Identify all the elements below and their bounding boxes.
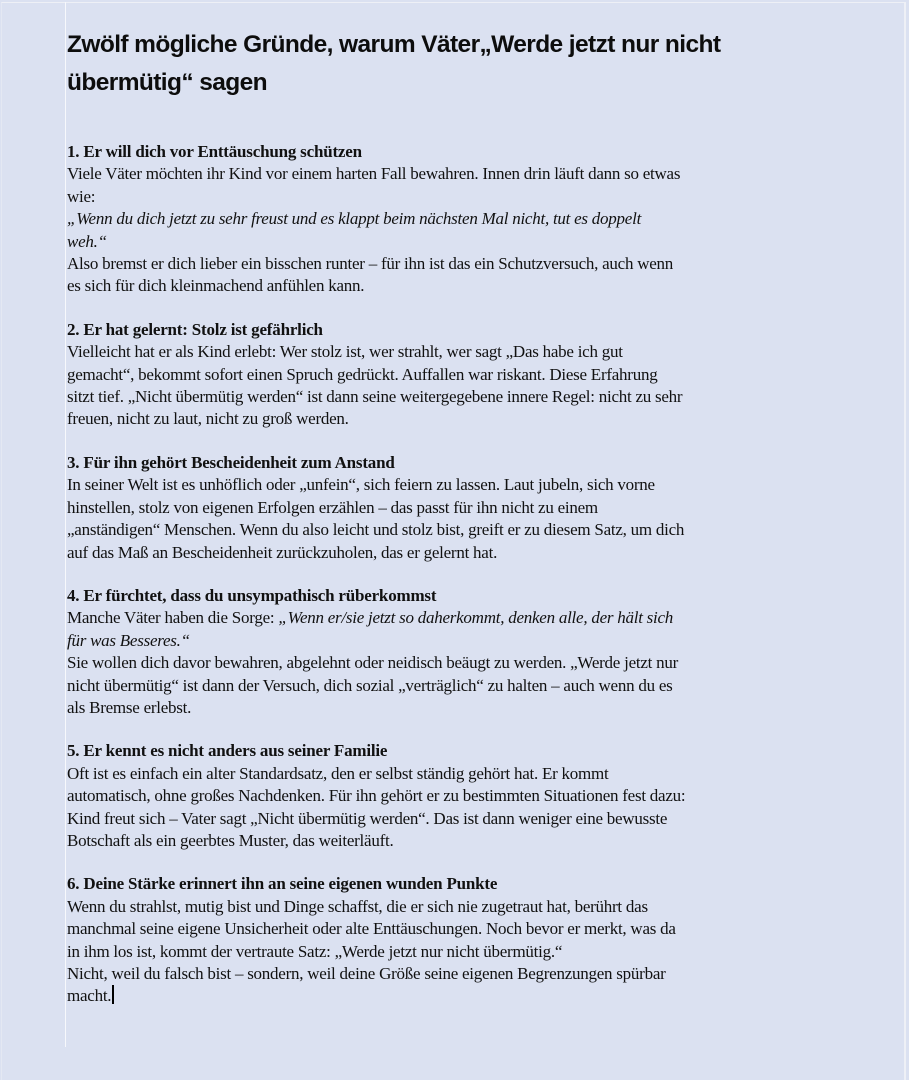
section-1 xyxy=(67,141,867,298)
text-line: in ihm los ist, kommt der vertraute Satz: „Werde jetzt nur nicht übermütig.“ xyxy=(67,941,563,961)
section-heading: 1. Er will dich vor Enttäuschung schützen xyxy=(67,142,362,161)
text-line: sitzt tief. „Nicht übermütig werden“ ist dann seine weitergegebene innere Regel: nicht zu sehr xyxy=(67,387,683,407)
text-line: Sie wollen dich davor bewahren, abgelehnt oder neidisch beäugt zu werden. „Werde jetzt nur xyxy=(67,653,679,673)
text-line: wie: xyxy=(67,186,96,206)
section-5 xyxy=(67,740,867,852)
section-heading: 3. Für ihn gehört Bescheidenheit zum Anstand xyxy=(67,452,395,472)
text-line: „anständigen“ Menschen. Wenn du also leicht und stolz bist, greift er zu diesem Satz, um dich xyxy=(67,520,685,540)
left-margin-line xyxy=(65,2,66,1047)
section-2 xyxy=(67,319,867,431)
text-line: Nicht, weil du falsch bist – sondern, weil deine Größe seine eigenen Begrenzungen spürbar xyxy=(67,964,666,983)
section-heading: 2. Er hat gelernt: Stolz ist gefährlich xyxy=(67,319,323,339)
text-line: gemacht“, bekommt sofort einen Spruch gedrückt. Auffallen war riskant. Diese Erfahrung xyxy=(67,364,658,384)
text-line: Wenn du strahlst, mutig bist und Dinge schaffst, die er sich nie zugetraut hat, berührt das xyxy=(67,896,648,916)
section-paragraph xyxy=(67,474,867,564)
quote-italic: für was Besseres.“ xyxy=(67,630,190,650)
sections-container xyxy=(67,141,867,1008)
section-paragraph xyxy=(67,763,867,853)
quote-italic: „Wenn er/sie jetzt so daherkommt, denken alle, der hält sich xyxy=(278,608,674,628)
text-line: Kind freut sich – Vater sagt „Nicht übermütig werden“. Das ist dann weniger eine bewusste xyxy=(67,808,668,828)
section-paragraph xyxy=(67,341,867,431)
text-line: Manche Väter haben die Sorge: xyxy=(67,608,279,628)
text-line: Also bremst er dich lieber ein bisschen runter – für ihn ist das ein Schutzversuch, auch wenn xyxy=(67,254,674,274)
section-3 xyxy=(67,452,867,564)
text-line: automatisch, ohne großes Nachdenken. Für ihn gehört er zu bestimmten Situationen fest dazu: xyxy=(67,786,686,806)
quote-italic: weh.“ xyxy=(67,231,107,251)
section-paragraph xyxy=(67,607,867,719)
title-line-1: Zwölf mögliche Gründe, warum Väter„Werde jetzt nur nicht xyxy=(67,31,721,58)
text-line: Botschaft als ein geerbtes Muster, das weiterläuft. xyxy=(67,830,394,850)
text-line: als Bremse erlebst. xyxy=(67,697,192,717)
text-line: Vielleicht hat er als Kind erlebt: Wer stolz ist, wer strahlt, wer sagt „Das habe ich gut xyxy=(67,342,623,362)
text-line: Viele Väter möchten ihr Kind vor einem harten Fall bewahren. Innen drin läuft dann so etwas xyxy=(67,164,681,184)
text-line: Oft ist es einfach ein alter Standardsatz, den er selbst ständig gehört hat. Er kommt xyxy=(67,763,609,783)
text-line: nicht übermütig“ ist dann der Versuch, dich sozial „verträglich“ zu halten – auch wenn du es xyxy=(67,675,673,695)
text-line: es sich für dich kleinmachend anfühlen kann. xyxy=(67,276,365,296)
text-line: hinstellen, stolz von eigenen Erfolgen erzählen – das passt für ihn nicht zu einem xyxy=(67,497,598,517)
section-6 xyxy=(67,873,867,1007)
section-paragraph xyxy=(67,896,867,1008)
text-line: freuen, nicht zu laut, nicht zu groß werden. xyxy=(67,409,349,429)
text-cursor xyxy=(112,985,114,1004)
section-4 xyxy=(67,585,867,719)
text-line: In seiner Welt ist es unhöflich oder „unfein“, sich feiern zu lassen. Laut jubeln, sich vorne xyxy=(67,475,655,495)
text-line: manchmal seine eigene Unsicherheit oder alte Enttäuschungen. Noch bevor er merkt, was da xyxy=(67,919,676,939)
quote-italic: „Wenn du dich jetzt zu sehr freust und es klappt beim nächsten Mal nicht, tut es doppelt xyxy=(67,209,642,229)
section-paragraph xyxy=(67,163,867,297)
section-heading: 5. Er kennt es nicht anders aus seiner Familie xyxy=(67,741,388,761)
document-body[interactable] xyxy=(67,26,867,1008)
text-line: auf das Maß an Bescheidenheit zurückzuholen, das er gelernt hat. xyxy=(67,542,498,562)
text-line: macht. xyxy=(67,986,112,1006)
title-line-2: übermütig“ sagen xyxy=(67,69,268,96)
section-heading: 6. Deine Stärke erinnert ihn an seine eigenen wunden Punkte xyxy=(67,874,498,894)
section-heading: 4. Er fürchtet, dass du unsympathisch rüberkommst xyxy=(67,585,437,605)
document-title xyxy=(67,26,867,102)
